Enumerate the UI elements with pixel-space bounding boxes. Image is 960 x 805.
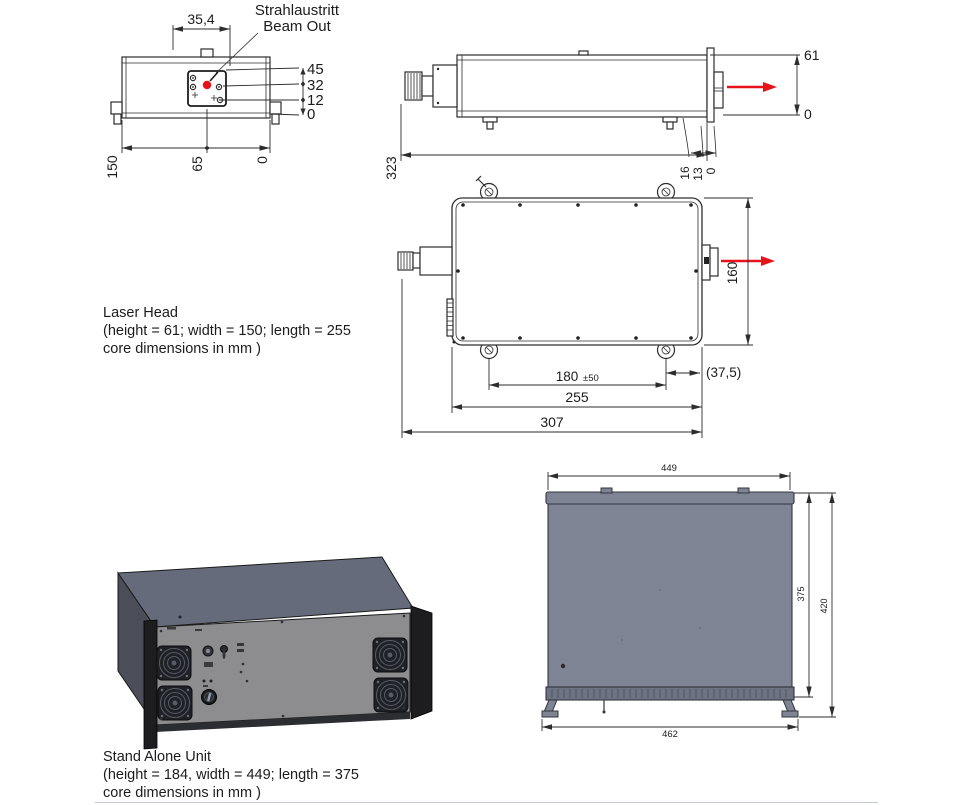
- top-boss: [201, 49, 213, 57]
- dim-front-bottom-150: 150: [104, 155, 120, 179]
- dim-top-width: 160: [725, 261, 740, 285]
- stand-alone-rear-view: [542, 463, 836, 740]
- dim-top-body: 255: [565, 389, 589, 405]
- dim-front-right-0: 0: [307, 106, 316, 123]
- iso-front-panel: [155, 613, 410, 725]
- eye-hook: [476, 176, 486, 187]
- stand-alone-title: Stand Alone Unit: [103, 749, 212, 765]
- beam-direction-arrow-side: [727, 82, 777, 92]
- side-rib: [447, 299, 453, 336]
- output-aperture: [702, 245, 718, 280]
- fiber-connector-side: [405, 65, 457, 107]
- dim-top-holes-tol: ±50: [583, 373, 599, 384]
- dim-front-top: 35,4: [187, 11, 215, 27]
- dim-rear-height-inner: 375: [796, 586, 806, 602]
- laser-head-side-view: [383, 47, 820, 181]
- beam-exit-point: [203, 81, 211, 89]
- dim-side-height-top: 61: [804, 47, 820, 63]
- laser-head-caption-line2: (height = 61; width = 150; length = 255: [103, 323, 351, 339]
- right-rack-ear: [411, 606, 432, 719]
- laser-head-title: Laser Head: [103, 305, 178, 321]
- dim-front-right-12: 12: [307, 92, 324, 109]
- rear-right-leg: [783, 700, 796, 712]
- dim-rear-feet: 462: [662, 729, 678, 740]
- fiber-connector-top: [398, 247, 452, 275]
- rear-body: [548, 503, 792, 687]
- dim-rear-height-outer: 420: [819, 598, 829, 614]
- dim-top-holes: 180: [555, 369, 579, 384]
- dim-side-end-13: 13: [691, 167, 705, 181]
- dim-side-length: 323: [383, 156, 399, 180]
- rear-bottom-rail: [546, 687, 794, 700]
- dim-rear-width: 449: [661, 463, 677, 474]
- dim-front-bottom-0: 0: [254, 156, 270, 164]
- dim-top-offset: (37,5): [706, 365, 742, 380]
- dim-front-bottom-65: 65: [189, 156, 205, 172]
- dim-top-total: 307: [540, 414, 564, 430]
- dim-side-height-bottom: 0: [804, 106, 812, 122]
- laser-head-front-view: [104, 2, 340, 179]
- beam-out-label-de: Strahlaustritt: [254, 2, 340, 19]
- stand-alone-caption-line2: (height = 184, width = 449; length = 375: [103, 767, 359, 783]
- stand-alone-iso-view: [118, 557, 432, 749]
- left-rack-ear: [144, 620, 157, 749]
- laser-head-top-view: [398, 176, 775, 438]
- rear-left-leg: [544, 700, 557, 712]
- beam-out-label-en: Beam Out: [263, 18, 331, 35]
- dim-front-right-32: 32: [307, 77, 324, 94]
- dim-front-right-45: 45: [307, 61, 324, 78]
- stand-alone-caption: [103, 749, 359, 801]
- laser-head-caption: [103, 305, 351, 357]
- stand-alone-caption-line3: core dimensions in mm ): [103, 785, 261, 801]
- dim-side-end-16: 16: [678, 166, 692, 180]
- rear-top-cap: [546, 492, 794, 504]
- dim-side-end-0: 0: [704, 167, 718, 175]
- laser-head-caption-line3: core dimensions in mm ): [103, 341, 261, 357]
